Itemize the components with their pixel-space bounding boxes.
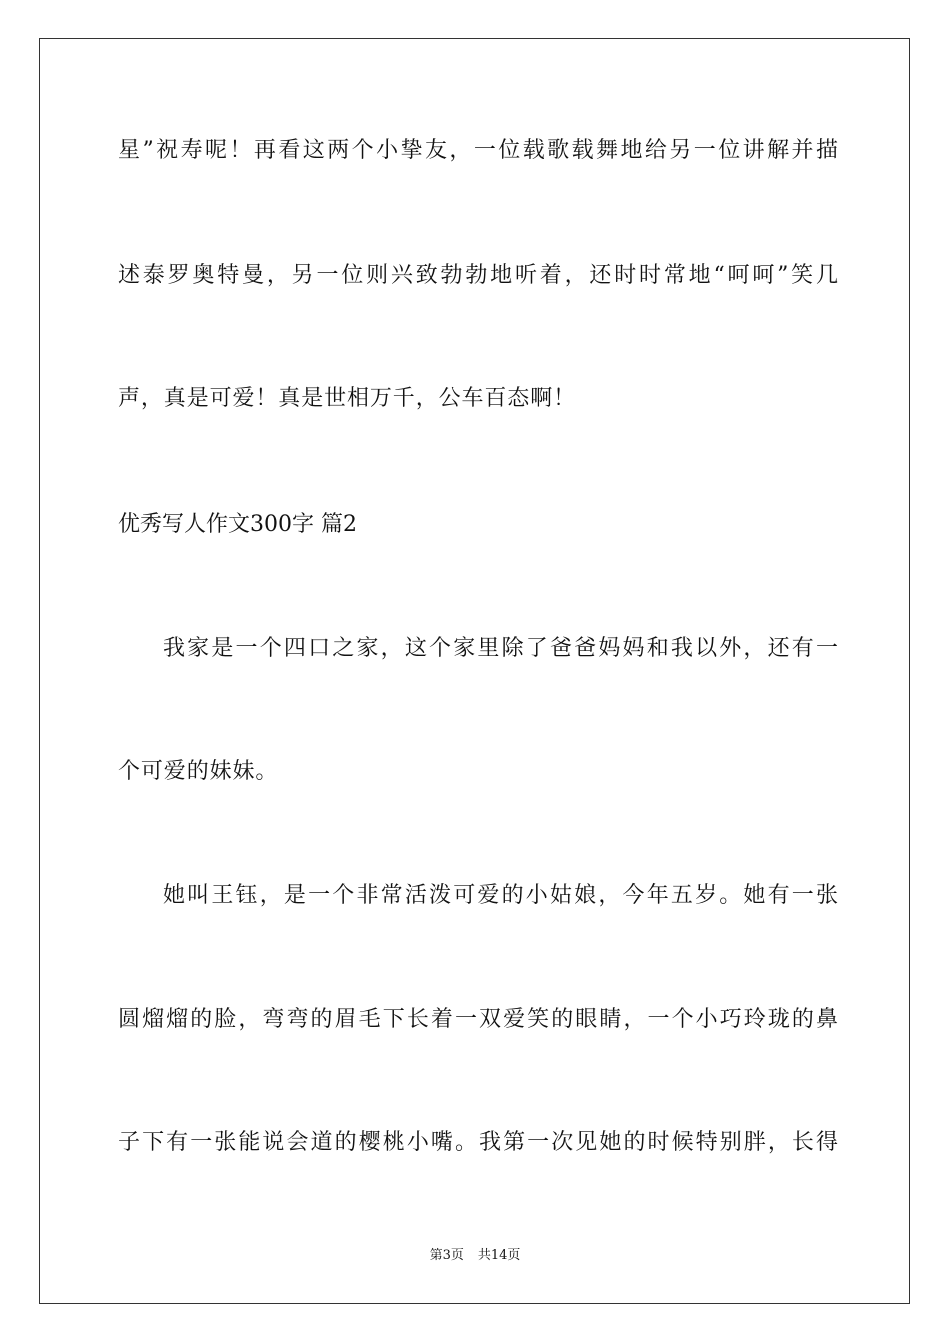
page-footer (0, 1247, 950, 1265)
page-number: 第3页 (429, 1248, 464, 1263)
paragraph-line: 我家是一个四口之家，这个家里除了爸爸妈妈和我以外，还有一 (163, 636, 838, 661)
paragraph-line: 圆熘熘的脸，弯弯的眉毛下长着一双爱笑的眼睛，一个小巧玲珑的鼻 (118, 1007, 838, 1032)
page-total: 共14页 (477, 1248, 521, 1263)
paragraph-line: 个可爱的妹妹。 (118, 759, 279, 784)
paragraph-line: 她叫王钰，是一个非常活泼可爱的小姑娘，今年五岁。她有一张 (163, 883, 838, 908)
paragraph-line: 述泰罗奥特曼，另一位则兴致勃勃地听着，还时时常地“呵呵”笑几 (118, 263, 838, 288)
paragraph-line: 子下有一张能说会道的樱桃小嘴。我第一次见她的时候特别胖，长得 (118, 1130, 838, 1155)
paragraph-line: 星”祝寿呢！再看这两个小挚友，一位载歌载舞地给另一位讲解并描 (118, 138, 838, 163)
page-border (39, 38, 910, 1304)
section-heading: 优秀写人作文300字 篇2 (118, 512, 357, 537)
paragraph-line: 声，真是可爱！真是世相万千，公车百态啊！ (118, 386, 577, 411)
